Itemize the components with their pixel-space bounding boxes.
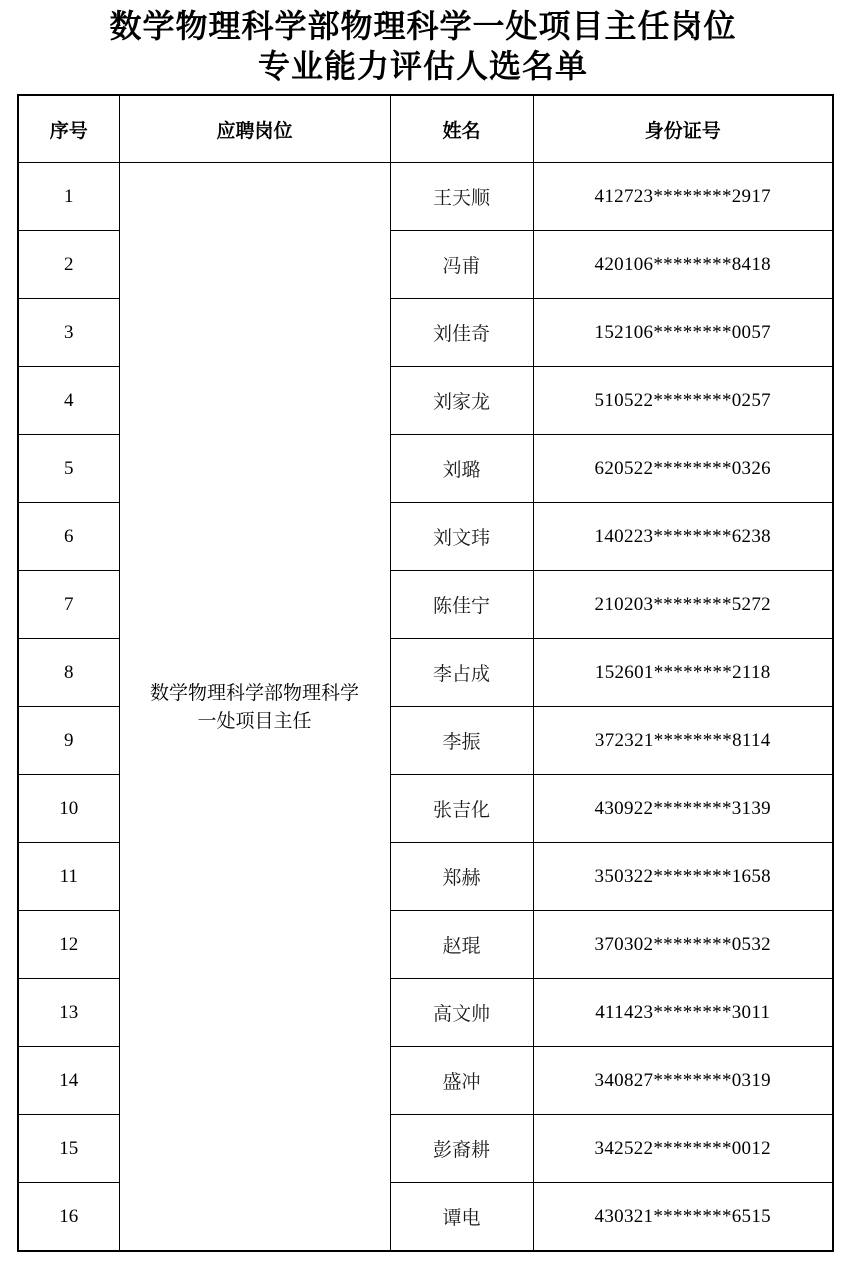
candidate-name-cell: 陈佳宁 [390, 571, 533, 639]
candidate-table [17, 94, 834, 1252]
id-number-cell: 350322********1658 [533, 843, 833, 911]
header-serial-number: 序号 [18, 95, 119, 163]
position-text-line-1: 数学物理科学部物理科学 [149, 681, 359, 704]
page-title-line-1: 数学物理科学部物理科学一处项目主任岗位 [109, 7, 737, 45]
id-number-cell: 370302********0532 [533, 911, 833, 979]
position-cell [119, 163, 390, 1252]
page-title-line-2: 专业能力评估人选名单 [257, 47, 588, 85]
candidate-name-cell: 李振 [390, 707, 533, 775]
table-row [18, 163, 833, 231]
position-text-line-2: 一处项目主任 [197, 709, 312, 732]
candidate-name-cell: 彭裔耕 [390, 1115, 533, 1183]
candidate-name-cell: 李占成 [390, 639, 533, 707]
serial-number-cell: 10 [18, 775, 119, 843]
table-body [18, 163, 833, 1252]
candidate-name-cell: 刘家龙 [390, 367, 533, 435]
table-header-row [18, 95, 833, 163]
serial-number-cell: 11 [18, 843, 119, 911]
serial-number-cell: 9 [18, 707, 119, 775]
serial-number-cell: 4 [18, 367, 119, 435]
id-number-cell: 210203********5272 [533, 571, 833, 639]
serial-number-cell: 15 [18, 1115, 119, 1183]
serial-number-cell: 14 [18, 1047, 119, 1115]
header-id-number: 身份证号 [533, 95, 833, 163]
serial-number-cell: 12 [18, 911, 119, 979]
id-number-cell: 140223********6238 [533, 503, 833, 571]
header-position: 应聘岗位 [119, 95, 390, 163]
candidate-name-cell: 冯甫 [390, 231, 533, 299]
id-number-cell: 620522********0326 [533, 435, 833, 503]
id-number-cell: 420106********8418 [533, 231, 833, 299]
serial-number-cell: 16 [18, 1183, 119, 1252]
id-number-cell: 510522********0257 [533, 367, 833, 435]
candidate-name-cell: 谭电 [390, 1183, 533, 1252]
candidate-name-cell: 刘文玮 [390, 503, 533, 571]
id-number-cell: 342522********0012 [533, 1115, 833, 1183]
candidate-name-cell: 郑赫 [390, 843, 533, 911]
serial-number-cell: 5 [18, 435, 119, 503]
candidate-name-cell: 赵琨 [390, 911, 533, 979]
candidate-name-cell: 盛冲 [390, 1047, 533, 1115]
serial-number-cell: 8 [18, 639, 119, 707]
id-number-cell: 430922********3139 [533, 775, 833, 843]
id-number-cell: 412723********2917 [533, 163, 833, 231]
id-number-cell: 430321********6515 [533, 1183, 833, 1252]
id-number-cell: 372321********8114 [533, 707, 833, 775]
header-name: 姓名 [390, 95, 533, 163]
serial-number-cell: 13 [18, 979, 119, 1047]
id-number-cell: 152106********0057 [533, 299, 833, 367]
candidate-name-cell: 张吉化 [390, 775, 533, 843]
serial-number-cell: 6 [18, 503, 119, 571]
candidate-name-cell: 刘璐 [390, 435, 533, 503]
serial-number-cell: 1 [18, 163, 119, 231]
serial-number-cell: 7 [18, 571, 119, 639]
id-number-cell: 411423********3011 [533, 979, 833, 1047]
id-number-cell: 152601********2118 [533, 639, 833, 707]
candidate-name-cell: 高文帅 [390, 979, 533, 1047]
candidate-name-cell: 刘佳奇 [390, 299, 533, 367]
id-number-cell: 340827********0319 [533, 1047, 833, 1115]
candidate-name-cell: 王天顺 [390, 163, 533, 231]
serial-number-cell: 3 [18, 299, 119, 367]
serial-number-cell: 2 [18, 231, 119, 299]
